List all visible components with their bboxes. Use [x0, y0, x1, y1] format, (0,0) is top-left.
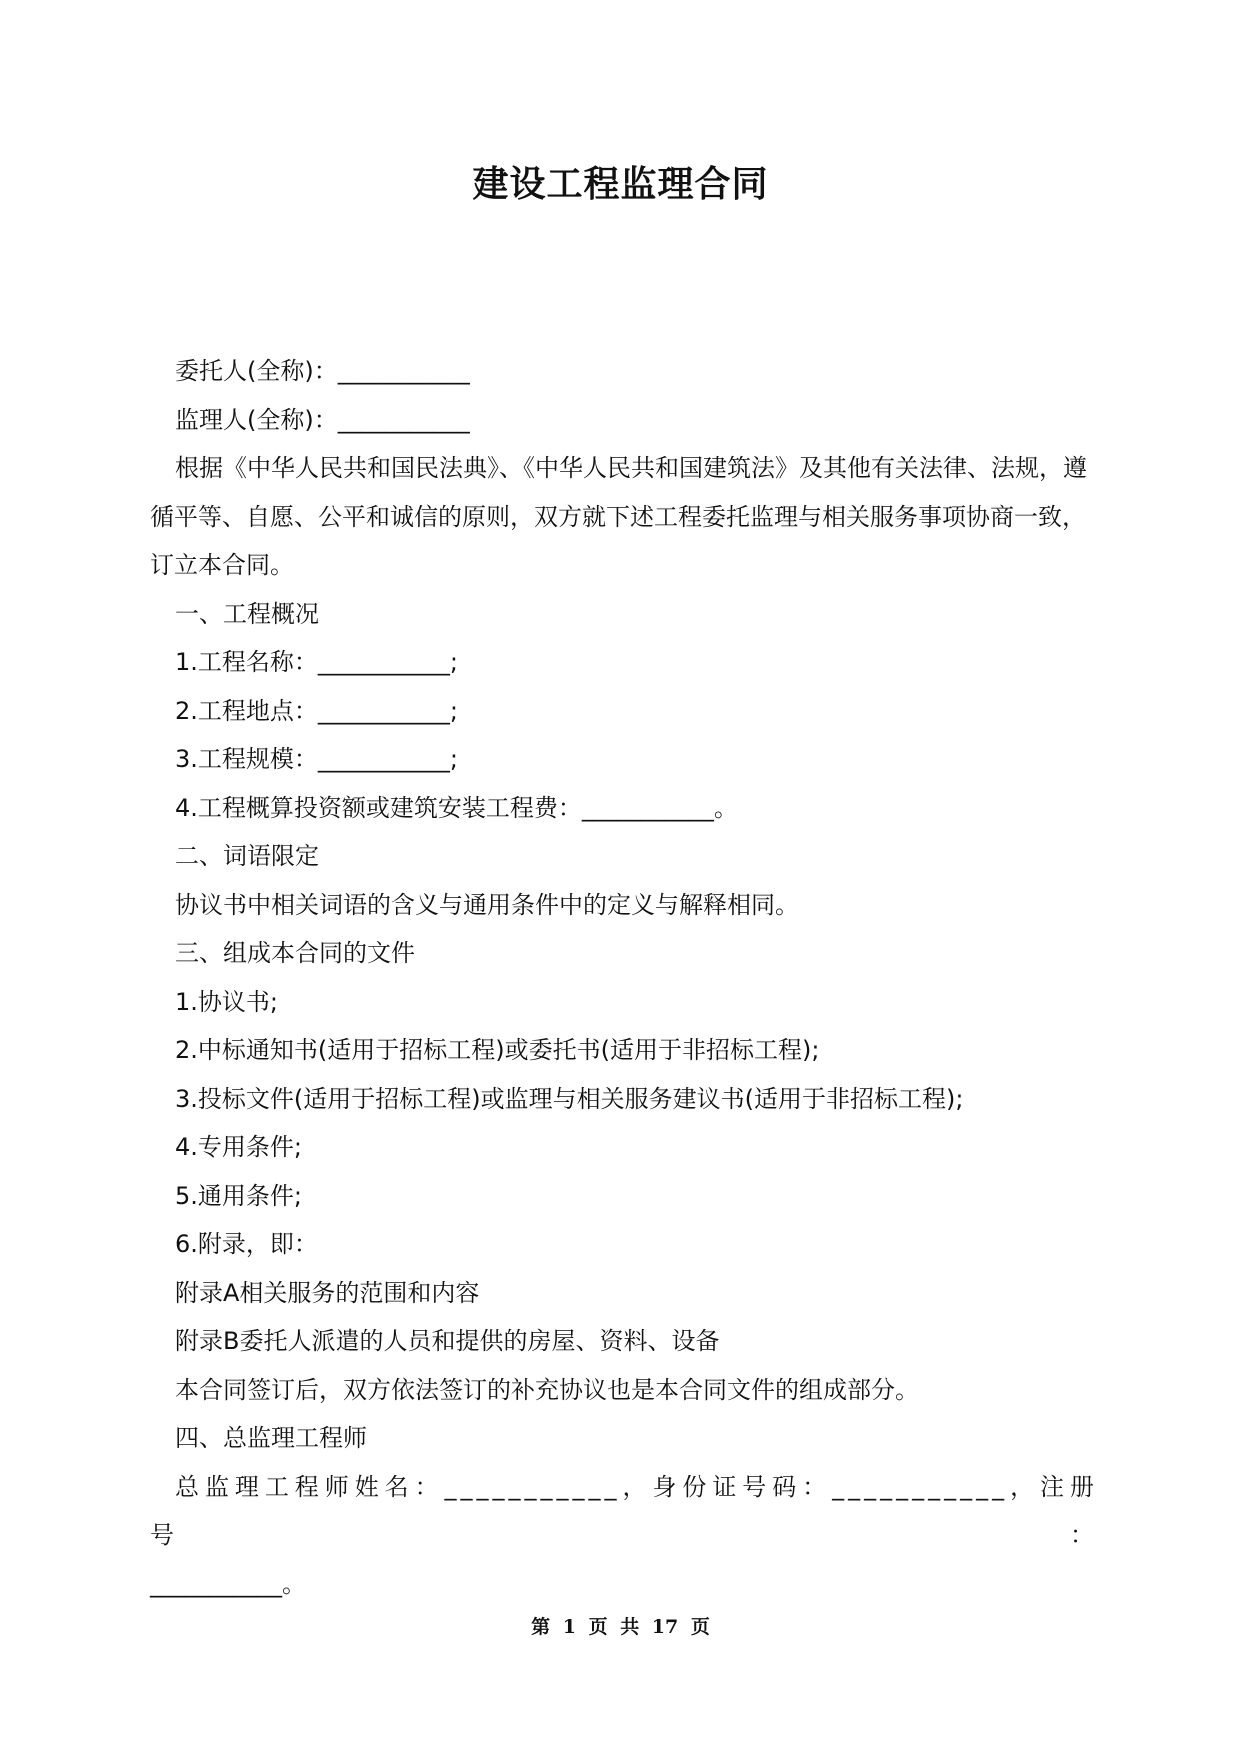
- appendix-b-line: 附录B委托人派遣的人员和提供的房屋、资料、设备: [175, 1327, 720, 1355]
- document-title: 建设工程监理合同: [472, 164, 769, 205]
- project-scale-line: 3.工程规模：___________;: [175, 745, 458, 773]
- page-footer: 第 1 页 共 17 页: [531, 1616, 710, 1638]
- document-list-item: 5.通用条件;: [175, 1181, 302, 1210]
- document-list-item: 1.协议书;: [175, 987, 278, 1016]
- terms-definition-paragraph: 协议书中相关词语的含义与通用条件中的定义与解释相同。: [175, 890, 799, 919]
- client-line: 委托人(全称)：___________: [175, 357, 470, 385]
- document-list-item: 3.投标文件(适用于招标工程)或监理与相关服务建议书(适用于非招标工程);: [175, 1084, 964, 1113]
- document-list-item: 6.附录，即：: [175, 1230, 318, 1258]
- section-4-heading: 四、总监理工程师: [175, 1424, 367, 1452]
- project-name-line: 1.工程名称：___________;: [175, 648, 458, 676]
- appendix-a-line: 附录A相关服务的范围和内容: [175, 1278, 480, 1307]
- chief-engineer-registration-line: ___________。: [150, 1569, 306, 1598]
- section-1-heading: 一、工程概况: [175, 599, 319, 628]
- document-list-item: 4.专用条件;: [175, 1133, 302, 1161]
- document-body: [150, 347, 1098, 1608]
- document-list-item: 2.中标通知书(适用于招标工程)或委托书(适用于非招标工程);: [175, 1036, 820, 1064]
- supervisor-line: 监理人(全称)：___________: [175, 405, 470, 434]
- supplement-note-paragraph: 本合同签订后，双方依法签订的补充协议也是本合同文件的组成部分。: [175, 1375, 919, 1404]
- section-3-heading: 三、组成本合同的文件: [175, 939, 415, 967]
- project-location-line: 2.工程地点：___________;: [175, 696, 458, 725]
- section-2-heading: 二、词语限定: [175, 842, 319, 870]
- preamble-paragraph: 根据《中华人民共和国民法典》、《中华人民共和国建筑法》及其他有关法律、法规，遵循平等、自愿、公平和诚信的原则，双方就下述工程委托监理与相关服务事项协商一致，订立本合同。: [150, 454, 1087, 579]
- project-budget-line: 4.工程概算投资额或建筑安装工程费：___________。: [175, 793, 738, 822]
- chief-engineer-info-line: 总监理工程师姓名：___________，身份证号码：___________，注册号：: [150, 1472, 1098, 1549]
